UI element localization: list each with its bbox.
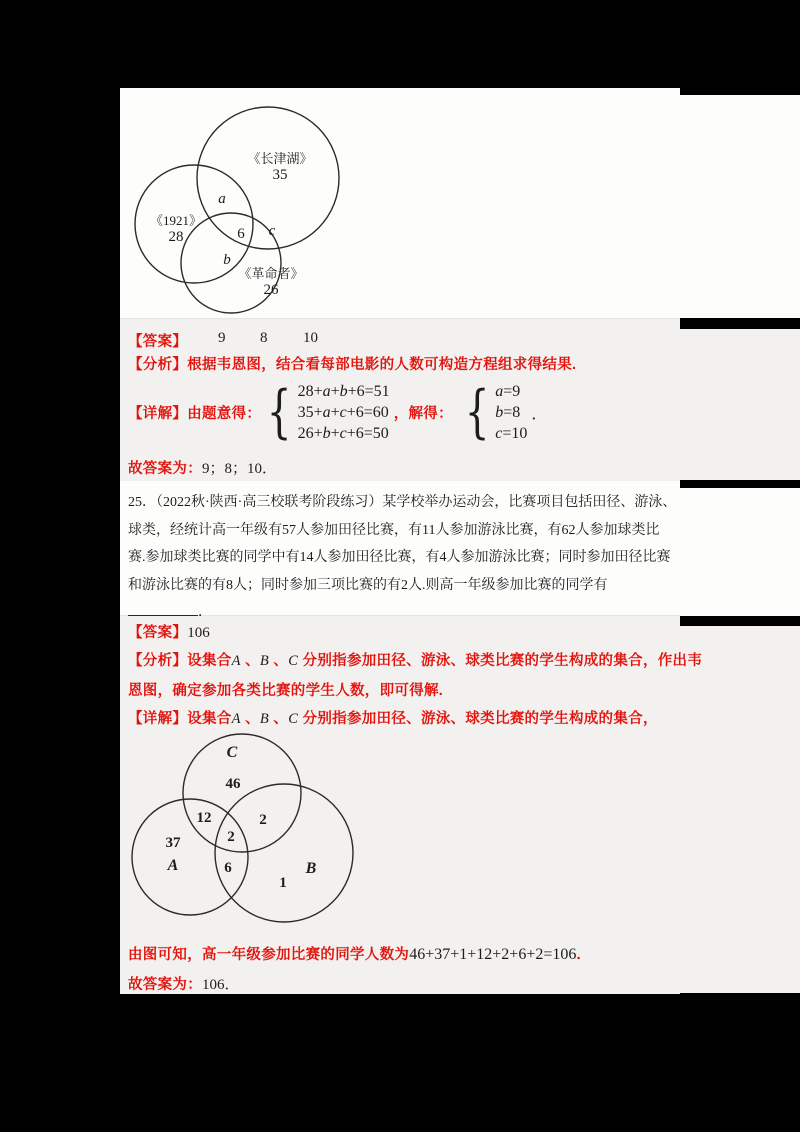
right-margin-strip-4 — [680, 626, 800, 993]
document-page — [120, 88, 703, 993]
region-center-6: 6 — [237, 226, 245, 242]
value-B-and-C: 2 — [259, 812, 267, 828]
venn-diagram-movies — [120, 88, 480, 318]
region-b: b — [223, 252, 231, 268]
question-line-1: 25．（2022秋·陕西·高三校联考阶段练习）某学校举办运动会，比赛项目包括田径、游泳、 — [128, 495, 677, 510]
answer1-line — [128, 330, 672, 351]
left-brace-icon — [465, 377, 490, 446]
set-label-gemingzhe: 《革命者》 — [238, 266, 304, 281]
conclusion-period: ． — [576, 947, 592, 963]
equation-2: 35+a+c+6=60 — [297, 403, 389, 421]
question-25 — [128, 489, 680, 627]
value-only-B: 1 — [279, 875, 287, 891]
set-label-B: B — [305, 860, 317, 877]
set-label-A: A — [167, 857, 179, 874]
equation-system — [298, 381, 390, 444]
circle-gemingzhe — [181, 213, 281, 313]
set-label-C: C — [226, 744, 238, 761]
value-A-and-B: 6 — [224, 860, 232, 876]
answer2-label: 【答案】 — [128, 625, 188, 641]
region-a: a — [218, 191, 226, 207]
equation-1: 28+a+b+6=51 — [297, 382, 390, 400]
answer2-conclusion-line — [128, 943, 591, 964]
set-label-1921: 《1921》 — [149, 213, 203, 228]
value-center-ABC: 2 — [227, 829, 235, 845]
answer2-analysis-line1: 【分析】设集合A 、B 、C 分别指参加田径、游泳、球类比赛的学生构成的集合，作出韦 — [128, 653, 703, 669]
final-label-2: 故答案为： — [128, 977, 202, 993]
set-count-1921: 28 — [168, 229, 184, 245]
set-count-gemingzhe: 26 — [263, 282, 279, 298]
final-value-1: 9；8；10． — [202, 461, 278, 477]
venn-diagram-sets — [120, 718, 480, 933]
answer1-value-a: 9 — [218, 330, 226, 346]
answer1-final-line — [128, 457, 277, 478]
answer1-value-b: 8 — [260, 330, 268, 346]
set-label-changjinhu: 《长津湖》 — [247, 151, 313, 166]
set-count-changjinhu: 35 — [272, 167, 288, 183]
conclusion-label: 由图可知，高一年级参加比赛的同学人数为 — [128, 947, 410, 963]
circle-B — [215, 784, 353, 922]
question-line-2: 球类，经统计高一年级有57人参加田径比赛，有11人参加游泳比赛，有62人参加球类比 — [128, 522, 660, 538]
final-value-2: 106． — [202, 977, 240, 993]
answer1-label: 【答案】 — [128, 334, 188, 350]
answer1-detail-line — [128, 379, 547, 445]
answer-blank-underline — [128, 603, 198, 616]
value-only-C: 46 — [225, 776, 241, 792]
question-line-3: 赛.参加球类比赛的同学中有14人参加田径比赛，有4人参加游泳比赛；同时参加田径比赛 — [128, 550, 671, 565]
value-A-and-C: 12 — [196, 810, 212, 826]
answer2-value: 106 — [187, 625, 210, 641]
answer2-detail-line: 【详解】设集合A 、B 、C 分别指参加田径、游泳、球类比赛的学生构成的集合， — [128, 711, 658, 727]
answer1-detail-label: 【详解】由题意得： — [128, 405, 262, 422]
question-line-4: 和游泳比赛的有8人；同时参加三项比赛的有2人.则高一年级参加比赛的同学有 — [128, 577, 608, 593]
right-margin-strip-3 — [680, 488, 800, 616]
question-line-blank — [128, 599, 680, 627]
solve-label: ，解得： — [393, 405, 453, 422]
blank-period: ． — [198, 605, 212, 620]
circle-C — [183, 734, 301, 852]
right-margin-strip-1 — [680, 95, 800, 318]
value-only-A: 37 — [165, 835, 181, 851]
answer2-analysis-line2: 恩图，确定参加各类比赛的学生人数，即可得解. — [128, 683, 444, 699]
solution-1: a=9 — [495, 382, 521, 400]
left-brace-icon — [267, 377, 292, 446]
detail-period: ． — [531, 405, 548, 423]
answer1-value-c: 10 — [303, 330, 318, 346]
right-margin-strip-2 — [680, 329, 800, 480]
solution-2: b=8 — [495, 403, 521, 421]
answer2-final-line — [128, 973, 240, 994]
solution-system — [495, 381, 527, 444]
conclusion-math: 46+37+1+12+2+6+2=106 — [409, 946, 577, 963]
final-label-1: 故答案为： — [128, 461, 202, 477]
equation-3: 26+b+c+6=50 — [297, 424, 389, 442]
answer1-analysis: 【分析】根据韦恩图，结合看每部电影的人数可构造方程组求得结果. — [128, 357, 577, 373]
region-c: c — [268, 223, 276, 239]
solution-3: c=10 — [495, 424, 528, 442]
answer2-line — [128, 621, 210, 642]
